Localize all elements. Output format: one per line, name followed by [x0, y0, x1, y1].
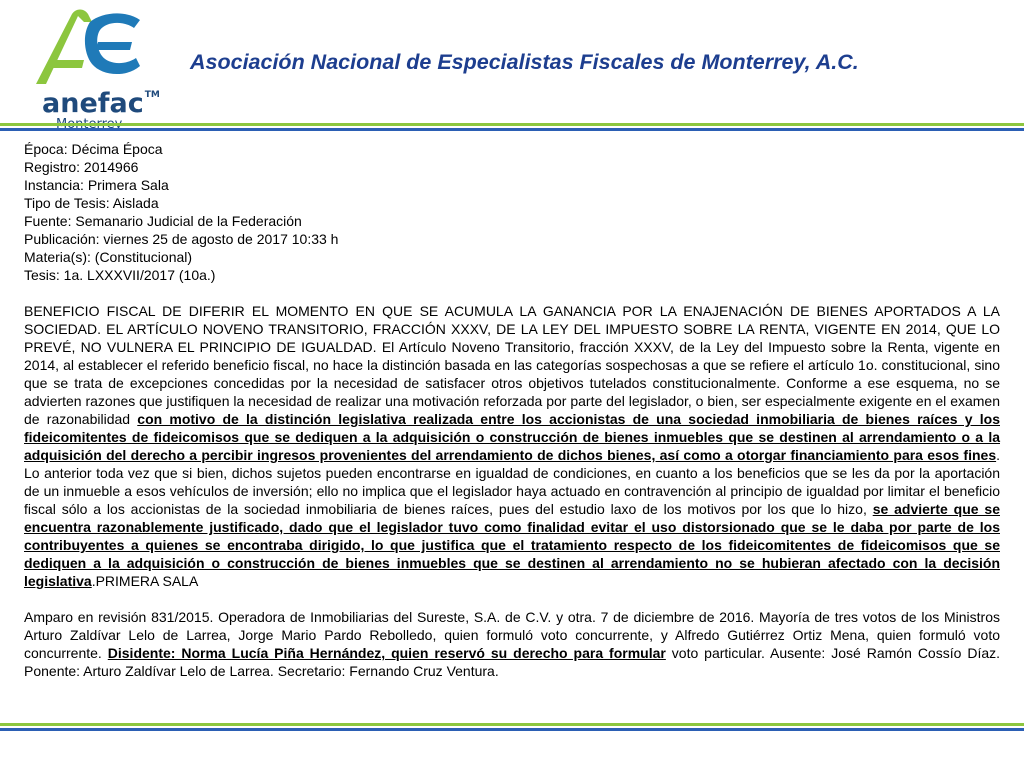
meta-tesis: Tesis: 1a. LXXXVII/2017 (10a.) — [24, 267, 216, 283]
meta-fuente: Fuente: Semanario Judicial de la Federación — [24, 213, 302, 229]
thesis-text-2: . Lo anterior toda vez que si bien, dichos sujetos pueden encontrarse en igualdad de condiciones, en cuanto a los beneficios que se les da por la aportación de un inmueble a esos vehículos de inversión; ello no implica que el legislador haya actuado en contravención al principio de igualdad por limitar el beneficio fiscal sólo a los accionistas de la sociedad inmobiliaria de bienes raíces, pues del estudio laxo de los motivos por los que lo hizo, — [24, 447, 1000, 517]
top-divider — [0, 123, 1024, 131]
precedent-text-1: Amparo en revisión 831/2015. Operadora de Inmobiliarias del Sureste, S.A. de C.V. y otra. 7 de diciembre de 2016. Mayoría de tres votos de los Ministros Arturo Zaldívar Lelo de Larrea, Jorge Mario Pardo Rebolledo, quien formuló voto concurrente, y Alfredo Gutiérrez Ortiz Mena, quien formuló voto concurrente. — [24, 609, 1000, 661]
thesis-highlight-2: se advierte que se encuentra razonablemente justificado, dado que el legislador tuvo como finalidad evitar el uso distorsionado que se le daba por parte de los contribuyentes a quienes se encontraba dirigido, lo que justifica que el tratamiento respecto de los fideicomitentes de fideicomisos que se dediquen a la adquisición o construcción de bienes inmuebles que se destinen al arrendamiento no se hubieran afectado con la decisión legislativa — [24, 501, 1000, 589]
logo-text: anefac — [42, 88, 144, 119]
metadata-block — [24, 140, 1000, 284]
precedent-paragraph — [24, 608, 1000, 680]
bottom-divider — [0, 723, 1024, 731]
meta-registro: Registro: 2014966 — [24, 159, 139, 175]
ae-logo-icon — [32, 8, 144, 88]
document-body — [24, 140, 1000, 680]
meta-tipo-tesis: Tipo de Tesis: Aislada — [24, 195, 159, 211]
meta-materia: Materia(s): (Constitucional) — [24, 249, 193, 265]
thesis-highlight-1: con motivo de la distinción legislativa realizada entre los accionistas de una sociedad inmobiliaria de bienes raíces y los fideicomitentes de fideicomisos que se dediquen a la adquisición o construcción de bienes inmuebles que se destinen al arrendamiento o a la adquisición del derecho a percibir ingresos provenientes del arrendamiento de dichos bienes, así como a otorgar financiamiento para esos fines — [24, 411, 1000, 463]
logo-wordmark — [42, 90, 160, 117]
meta-publicacion: Publicación: viernes 25 de agosto de 2017 10:33 h — [24, 231, 339, 247]
logo-trademark: TM — [144, 90, 160, 100]
thesis-text-3: .PRIMERA SALA — [91, 573, 199, 589]
meta-epoca: Época: Décima Época — [24, 141, 163, 157]
page-title: Asociación Nacional de Especialistas Fiscales de Monterrey, A.C. — [190, 50, 859, 74]
thesis-paragraph — [24, 302, 1000, 590]
precedent-highlight: Disidente: Norma Lucía Piña Hernández, quien reservó su derecho para formular — [107, 645, 666, 661]
anefac-logo — [28, 8, 158, 126]
precedent-text-2: voto particular. Ausente: José Ramón Cossío Díaz. Ponente: Arturo Zaldívar Lelo de Larrea. Secretario: Fernando Cruz Ventura. — [24, 645, 1001, 679]
thesis-text-1: BENEFICIO FISCAL DE DIFERIR EL MOMENTO EN QUE SE ACUMULA LA GANANCIA POR LA ENAJENACIÓN DE BIENES APORTADOS A LA SOCIEDAD. EL ARTÍCULO NOVENO TRANSITORIO, FRACCIÓN XXXV, DE LA LEY DEL IMPUESTO SOBRE LA RENTA, VIGENTE EN 2014, QUE LO PREVÉ, NO VULNERA EL PRINCIPIO DE IGUALDAD. El Artículo Noveno Transitorio, fracción XXXV, de la Ley del Impuesto sobre la Renta, vigente en 2014, al establecer el referido beneficio fiscal, no hace la distinción basada en las categorías sospechosas a que se refiere el artículo 1o. constitucional, sino que se trata de excepciones concedidas por la necesidad de satisfacer otros objetivos tutelados constitucionalmente. Conforme a ese esquema, no se advierten razones que justifiquen la necesidad de realizar una motivación reforzada por parte del legislador, o bien, ser especialmente exigente en el examen de razonabilidad — [24, 303, 1000, 427]
meta-instancia: Instancia: Primera Sala — [24, 177, 169, 193]
